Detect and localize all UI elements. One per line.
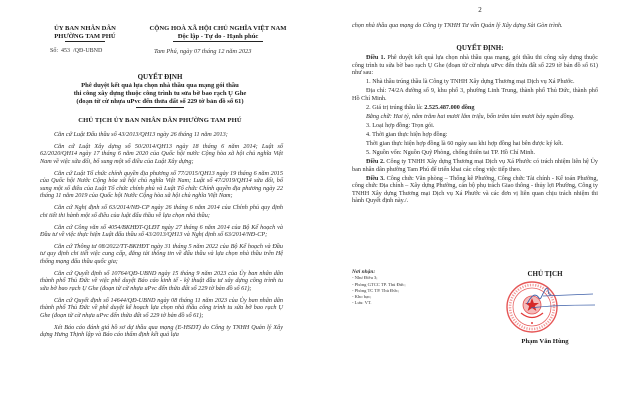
doc-number-value: 453 — [61, 48, 71, 54]
title-underline — [136, 107, 184, 108]
document-number — [50, 48, 102, 54]
legal-basis-paragraph: Căn cứ Luật Xây dựng số 50/2014/QH13 ngày 18 tháng 6 năm 2014; Luật số 62/2020/QH14 ngày 17 tháng 6 năm 2020 của Quốc hội nước Cộng hòa xã hội chủ nghĩa Việt Nam về việc sửa đổi, bổ sung một số điều của Luật Xây dựng; — [40, 142, 283, 165]
legal-basis-section — [40, 131, 283, 343]
recipient-item: - Phòng GTCC TP. Thủ Đức; — [352, 281, 406, 287]
winning-contractor: 1. Nhà thầu trúng thầu là Công ty TNHH Xây dựng Thương mại Dịch vụ Xá Phước. — [366, 78, 575, 86]
recipients-title: Nơi nhận: — [352, 269, 376, 275]
issuer-underline — [65, 41, 105, 42]
legal-basis-paragraph: Căn cứ Luật Đấu thầu số 43/2013/QH13 ngày 26 tháng 11 năm 2013; — [54, 131, 228, 138]
issue-date: Tam Phú, ngày 07 tháng 12 năm 2023 — [154, 48, 252, 55]
issuer-block — [40, 25, 130, 42]
decision-title: QUYẾT ĐỊNH — [137, 73, 183, 81]
decision-subtitle-1: Phê duyệt kết quả lựa chọn nhà thầu qua mạng gói thầu — [81, 82, 239, 89]
signature-block — [480, 270, 610, 360]
handwritten-signature-icon — [525, 284, 595, 312]
amount-in-words: Bằng chữ: Hai tỷ, năm trăm hai mươi lăm triệu, bốn trăm tám mươi bảy ngàn đồng. — [366, 112, 575, 120]
article-3-text: Công chức Văn phòng – Thống kê Phường, Công chức Tài chính - Kế toán Phường, công chức Địa chính – Xây dựng Phường, cán bộ phụ trách Giao thông - thủy lợi Phường, Công ty TNHH Xây dựng Thương mại Dịch vụ Xá Phước và các đơn vị liên quan chịu trách nhiệm thi hành Quyết định này./. — [352, 174, 599, 205]
article-3 — [352, 175, 598, 205]
motto-underline — [173, 41, 263, 42]
article-1-text: Phê duyệt kết quả lựa chọn nhà thầu qua mạng, gói thầu thi công xây dựng thuộc công trình tu sửa bờ bao rạch Ụ Ghe (đoạn từ cừ nhựa uPvc đến thửa đất số 229 tờ bản đồ số 61) như sau: — [352, 54, 598, 76]
signer-name: Phạm Văn Hùng — [521, 338, 569, 345]
contract-value-amount: 2.525.487.000 đồng — [424, 103, 475, 111]
doc-number-suffix: /QĐ-UBND — [73, 48, 103, 54]
continuation-text: chọn nhà thầu qua mạng do Công ty TNHH Tư vấn Quản lý Xây dựng Sài Gòn trình. — [352, 22, 563, 29]
article-2-label: Điều 2. — [366, 158, 385, 166]
decision-heading: QUYẾT ĐỊNH: — [456, 44, 504, 52]
recipient-item: - Lưu: VT. — [352, 300, 372, 306]
contractor-address: Địa chỉ: 74/2A đường số 9, khu phố 3, phường Linh Trung, thành phố Thủ Đức, thành phố Hồ Chí Minh. — [352, 87, 598, 102]
article-3-label: Điều 3. — [366, 174, 385, 182]
funding-source: 5. Nguồn vốn: Nguồn Quỹ Phòng, chống thiên tai TP. Hồ Chí Minh. — [366, 149, 536, 157]
recipient-item: - Phòng TC TP. Thủ Đức; — [352, 287, 400, 293]
issuer-line-1: ỦY BAN NHÂN DÂN — [54, 25, 116, 32]
legal-basis-paragraph: Căn cứ Quyết định số 14644/QĐ-UBND ngày 08 tháng 11 năm 2023 của Ủy ban nhân dân thành phố Thủ Đức về phê duyệt kế hoạch lựa chọn nhà thầu công trình tu sửa bờ bao rạch Ụ Ghe (đoạn từ cừ nhựa uPvc đến thửa đất số 229 tờ bản đồ số 61); — [40, 296, 283, 319]
legal-basis-paragraph: Xét Báo cáo đánh giá hồ sơ dự thầu qua mạng (E-HSDT) do Công ty TNHH Quản lý Xây dựng Hưng Thịnh lập và Báo cáo thẩm định kết quả lựa — [40, 323, 283, 339]
recipients-block — [352, 269, 472, 307]
doc-number-prefix: Số: — [50, 48, 59, 54]
legal-basis-paragraph: Căn cứ Công văn số 4054/BKHĐT-QLĐT ngày 27 tháng 6 năm 2014 của Bộ Kế hoạch và Đầu tư về việc thực hiện Luật đấu thầu số 43/2013/QH13 và Nghị định số 63/2014/NĐ-CP; — [40, 223, 283, 239]
decision-title-block — [40, 73, 280, 108]
contract-duration-label: 4. Thời gian thực hiện hợp đồng: — [366, 131, 448, 139]
chair-heading: CHỦ TỊCH ỦY BAN NHÂN DÂN PHƯỜNG TAM PHÚ — [78, 117, 242, 124]
decision-subtitle-3: (đoạn từ cừ nhựa uPvc đến thửa đất số 229 tờ bản đồ số 61) — [76, 98, 244, 105]
article-2-text: Công ty TNHH Xây dựng Thương mại Dịch vụ Xá Phước có trách nhiệm liên hệ Ủy ban nhân dân phường Tam Phú để triển khai các công việc tiếp theo. — [352, 158, 599, 173]
legal-basis-paragraph: Căn cứ Quyết định số 10764/QĐ-UBND ngày 15 tháng 9 năm 2023 của Ủy ban nhân dân thành phố Thủ Đức về việc phê duyệt Báo cáo kinh tế - kỹ thuật đầu tư xây dựng công trình tu sửa bờ bao rạch Ụ Ghe (đoạn từ cừ nhựa uPvc đến thửa đất số 229 tờ bản đồ số 61); — [40, 269, 283, 292]
signer-title: CHỦ TỊCH — [527, 270, 563, 278]
article-1-label: Điều 1. — [366, 54, 386, 61]
nation-line-2: Độc lập - Tự do - Hạnh phúc — [177, 33, 259, 40]
nation-line-1: CỘNG HOÀ XÃ HỘI CHỦ NGHĨA VIỆT NAM — [149, 25, 287, 32]
recipient-item: - Như Điều 3; — [352, 275, 378, 281]
legal-basis-paragraph: Căn cứ Luật Tổ chức chính quyền địa phương số 77/2015/QH13 ngày 19 tháng 6 năm 2015 của Quốc hội Nước Cộng hòa xã hội chủ nghĩa Việt Nam; Luật số 47/2019/QH14 sửa đổi, bổ sung một số điều của Luật Tổ chức chính phủ và Luật Tổ chức Chính quyền địa phương ngày 22 tháng 11 năm 2019 của Quốc hội Nước Cộng hòa xã hội chủ nghĩa Việt Nam; — [40, 169, 283, 200]
decision-subtitle-2: thi công xây dựng thuộc công trình tu sửa bờ bao rạch Ụ Ghe — [73, 90, 247, 97]
legal-basis-paragraph: Căn cứ Nghị định số 63/2014/NĐ-CP ngày 26 tháng 6 năm 2014 của Chính phủ quy định chi tiết thi hành một số điều của luật đấu thầu về lựa chọn nhà thầu; — [40, 204, 283, 219]
recipient-item: - Kho bạc; — [352, 294, 372, 300]
legal-basis-paragraph: Căn cứ Thông tư 08/2022/TT-BKHĐT ngày 31 tháng 5 năm 2022 của Bộ Kế hoạch và Đầu tư quy định chi tiết việc cung cấp, đăng tải thông tin về đấu thầu và lựa chọn nhà thầu trên Hệ thống mạng đấu thầu quốc gia; — [40, 242, 283, 265]
contract-type: 3. Loại hợp đồng: Trọn gói. — [366, 121, 435, 129]
national-header — [138, 25, 298, 42]
article-2 — [352, 158, 598, 173]
contract-value — [352, 104, 598, 112]
page-number: 2 — [478, 6, 482, 14]
contract-value-label: 2. Giá trị trúng thầu là: — [366, 103, 425, 111]
issuer-line-2: PHƯỜNG TAM PHÚ — [54, 33, 116, 40]
article-1 — [352, 54, 598, 77]
decision-articles — [352, 54, 598, 207]
contract-duration-detail: Thời gian thực hiện hợp đồng là 60 ngày sau khi hợp đồng hai bên được ký kết. — [366, 140, 564, 148]
